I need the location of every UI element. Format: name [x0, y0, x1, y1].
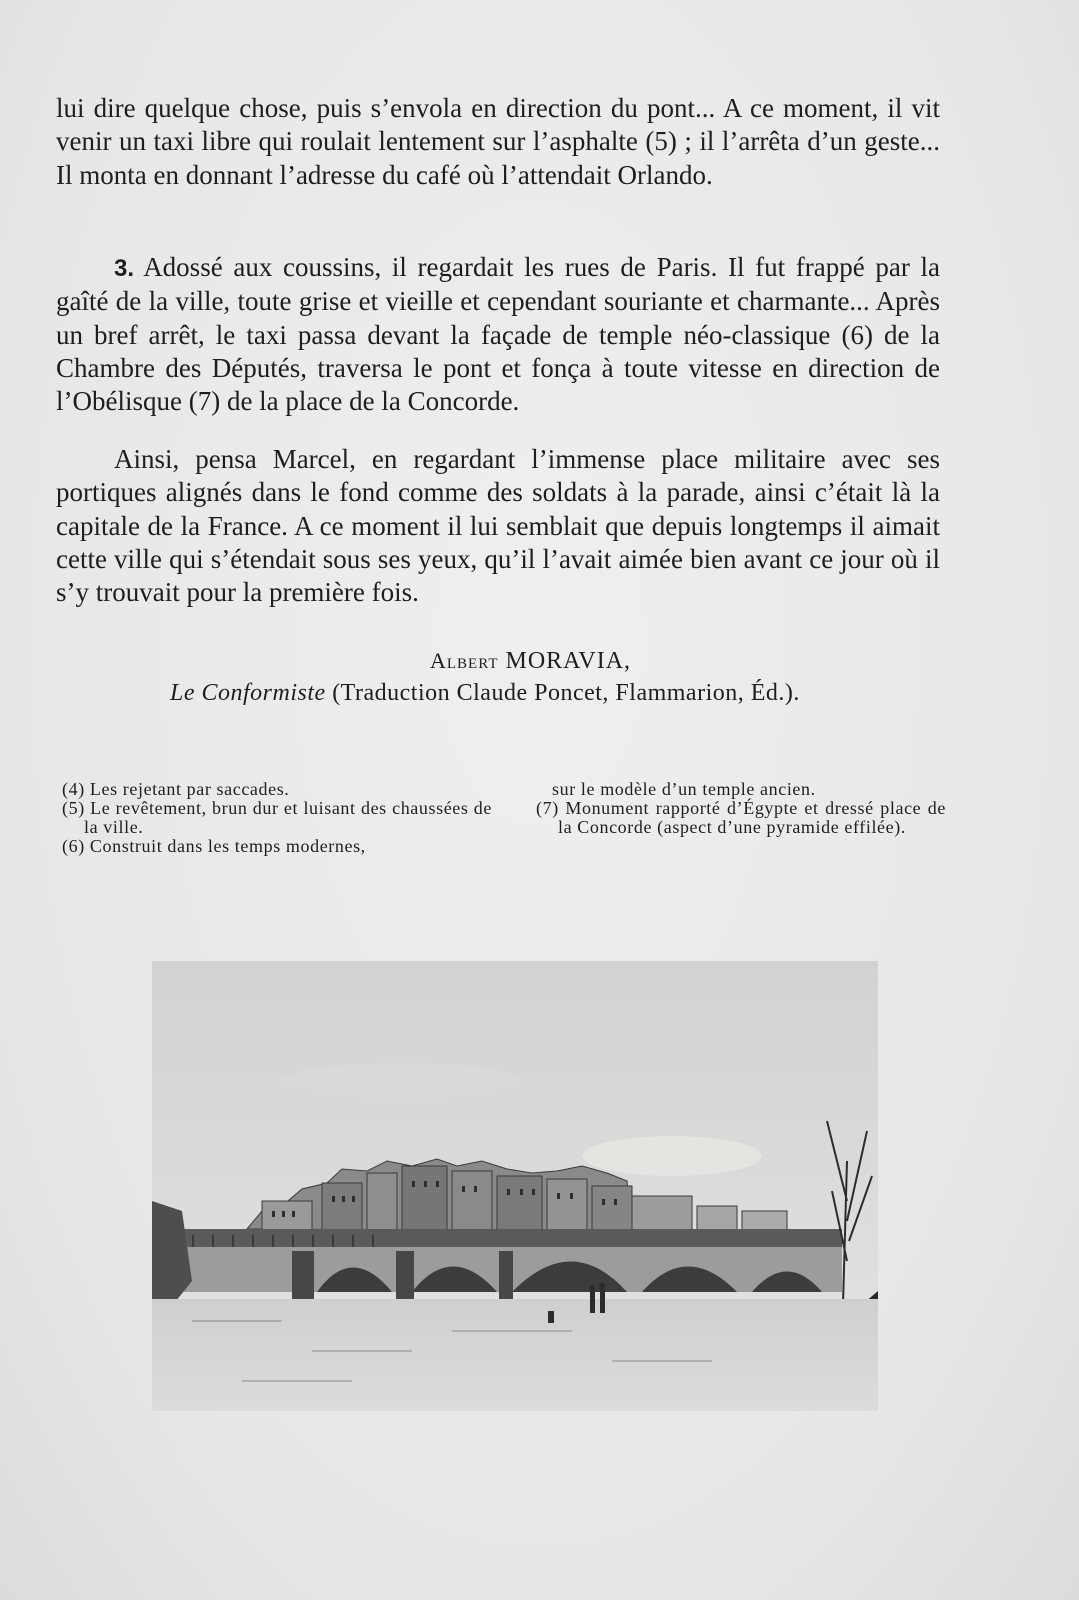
bridge-illustration [152, 961, 878, 1411]
footnote-4-text: Les rejetant par saccades. [89, 779, 290, 799]
author-last-name: MORAVIA, [505, 648, 632, 674]
footnote-6-continued: sur le modèle d’un temple ancien. [552, 779, 816, 799]
footnote-7-mark: (7) [536, 798, 559, 818]
footnotes-right-column [536, 780, 946, 837]
author-line [430, 648, 631, 675]
footnote-6-text: Construit dans les temps modernes, [89, 836, 366, 856]
source-line [170, 680, 800, 707]
footnote-5-mark: (5) [62, 798, 85, 818]
paragraph-2-text: Adossé aux coussins, il regardait les rues de Paris. Il fut frappé par la gaîté de la ville, toute grise et vieille et cependant souriante et charmante... Après un bref arrêt, le taxi passa devant la façade de temple néo-classique (6) de la Chambre des Députés, traversa le pont et fonça à toute vitesse en direction de l’Obélisque (7) de la place de la Concorde. [56, 252, 940, 417]
section-number: 3. [114, 255, 135, 282]
paragraph-1: lui dire quelque chose, puis s’envola en direction du pont... A ce moment, il vit venir un taxi libre qui roulait lentement sur l’asphalte (5) ; il l’arrêta d’un geste... Il monta en donnant l’adresse du café où l’attendait Orlando. [56, 93, 940, 190]
footnote-5-text: Le revêtement, brun dur et luisant des chaussées de la ville. [84, 798, 492, 837]
work-title: Le Conformiste [170, 680, 326, 706]
work-details: (Traduction Claude Poncet, Flammarion, Éd.). [332, 680, 800, 706]
footnotes-left-column [62, 780, 492, 856]
paragraph-2 [56, 251, 940, 418]
footnote-4 [62, 780, 492, 799]
footnote-5 [62, 799, 492, 837]
footnote-7 [536, 799, 946, 837]
footnote-6-mark: (6) [62, 836, 85, 856]
footnote-6 [62, 837, 492, 856]
paragraph-3: Ainsi, pensa Marcel, en regardant l’immense place militaire avec ses portiques alignés dans le fond comme des soldats à la parade, ainsi c’était là la capitale de la France. A ce moment il lui semblait que depuis longtemps il aimait cette ville qui s’étendait sous ses yeux, qu’il l’avait aimée bien avant ce jour où il s’y trouvait pour la première fois. [56, 444, 940, 608]
footnote-4-mark: (4) [62, 779, 85, 799]
footnote-7-text: Monument rapporté d’Égypte et dressé place de la Concorde (aspect d’une pyramide effilée). [558, 798, 946, 837]
author-first-name: Albert [430, 648, 499, 673]
